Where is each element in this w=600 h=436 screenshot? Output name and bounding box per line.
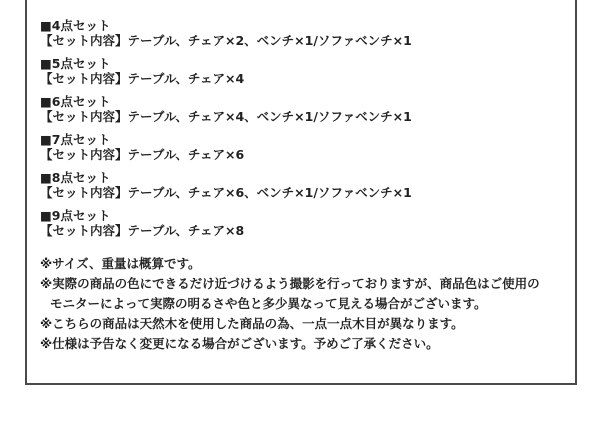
- set-block: [40, 18, 561, 48]
- note-line: ※実際の商品の色にできるだけ近づけるよう撮影を行っておりますが、商品色はご使用の: [40, 276, 540, 291]
- set-title: ■5点セット: [40, 56, 111, 71]
- set-block: [40, 208, 561, 238]
- set-title: ■9点セット: [40, 208, 111, 223]
- set-content: 【セット内容】テーブル、チェア×6、ベンチ×1/ソファベンチ×1: [40, 185, 412, 200]
- set-title: ■8点セット: [40, 170, 111, 185]
- note-line: ※仕様は予告なく変更になる場合がございます。予めご了承ください。: [40, 336, 439, 351]
- note-line-continuation: モニターによって実際の明るさや色と多少異なって見える場合がございます。: [50, 296, 487, 311]
- set-title: ■4点セット: [40, 18, 111, 33]
- set-block: [40, 132, 561, 162]
- note-line: ※こちらの商品は天然木を使用した商品の為、一点一点木目が異なります。: [40, 316, 464, 331]
- product-spec-panel: [25, 0, 577, 385]
- set-list: [40, 18, 561, 238]
- set-title: ■7点セット: [40, 132, 111, 147]
- set-block: [40, 94, 561, 124]
- spec-panel-content: [27, 0, 575, 354]
- note-line: ※サイズ、重量は概算です。: [40, 256, 201, 271]
- set-content: 【セット内容】テーブル、チェア×6: [40, 147, 245, 162]
- set-content: 【セット内容】テーブル、チェア×2、ベンチ×1/ソファベンチ×1: [40, 33, 412, 48]
- set-title: ■6点セット: [40, 94, 111, 109]
- set-content: 【セット内容】テーブル、チェア×8: [40, 223, 245, 238]
- set-block: [40, 56, 561, 86]
- set-block: [40, 170, 561, 200]
- set-content: 【セット内容】テーブル、チェア×4: [40, 71, 245, 86]
- set-content: 【セット内容】テーブル、チェア×4、ベンチ×1/ソファベンチ×1: [40, 109, 412, 124]
- note-list: [40, 254, 561, 354]
